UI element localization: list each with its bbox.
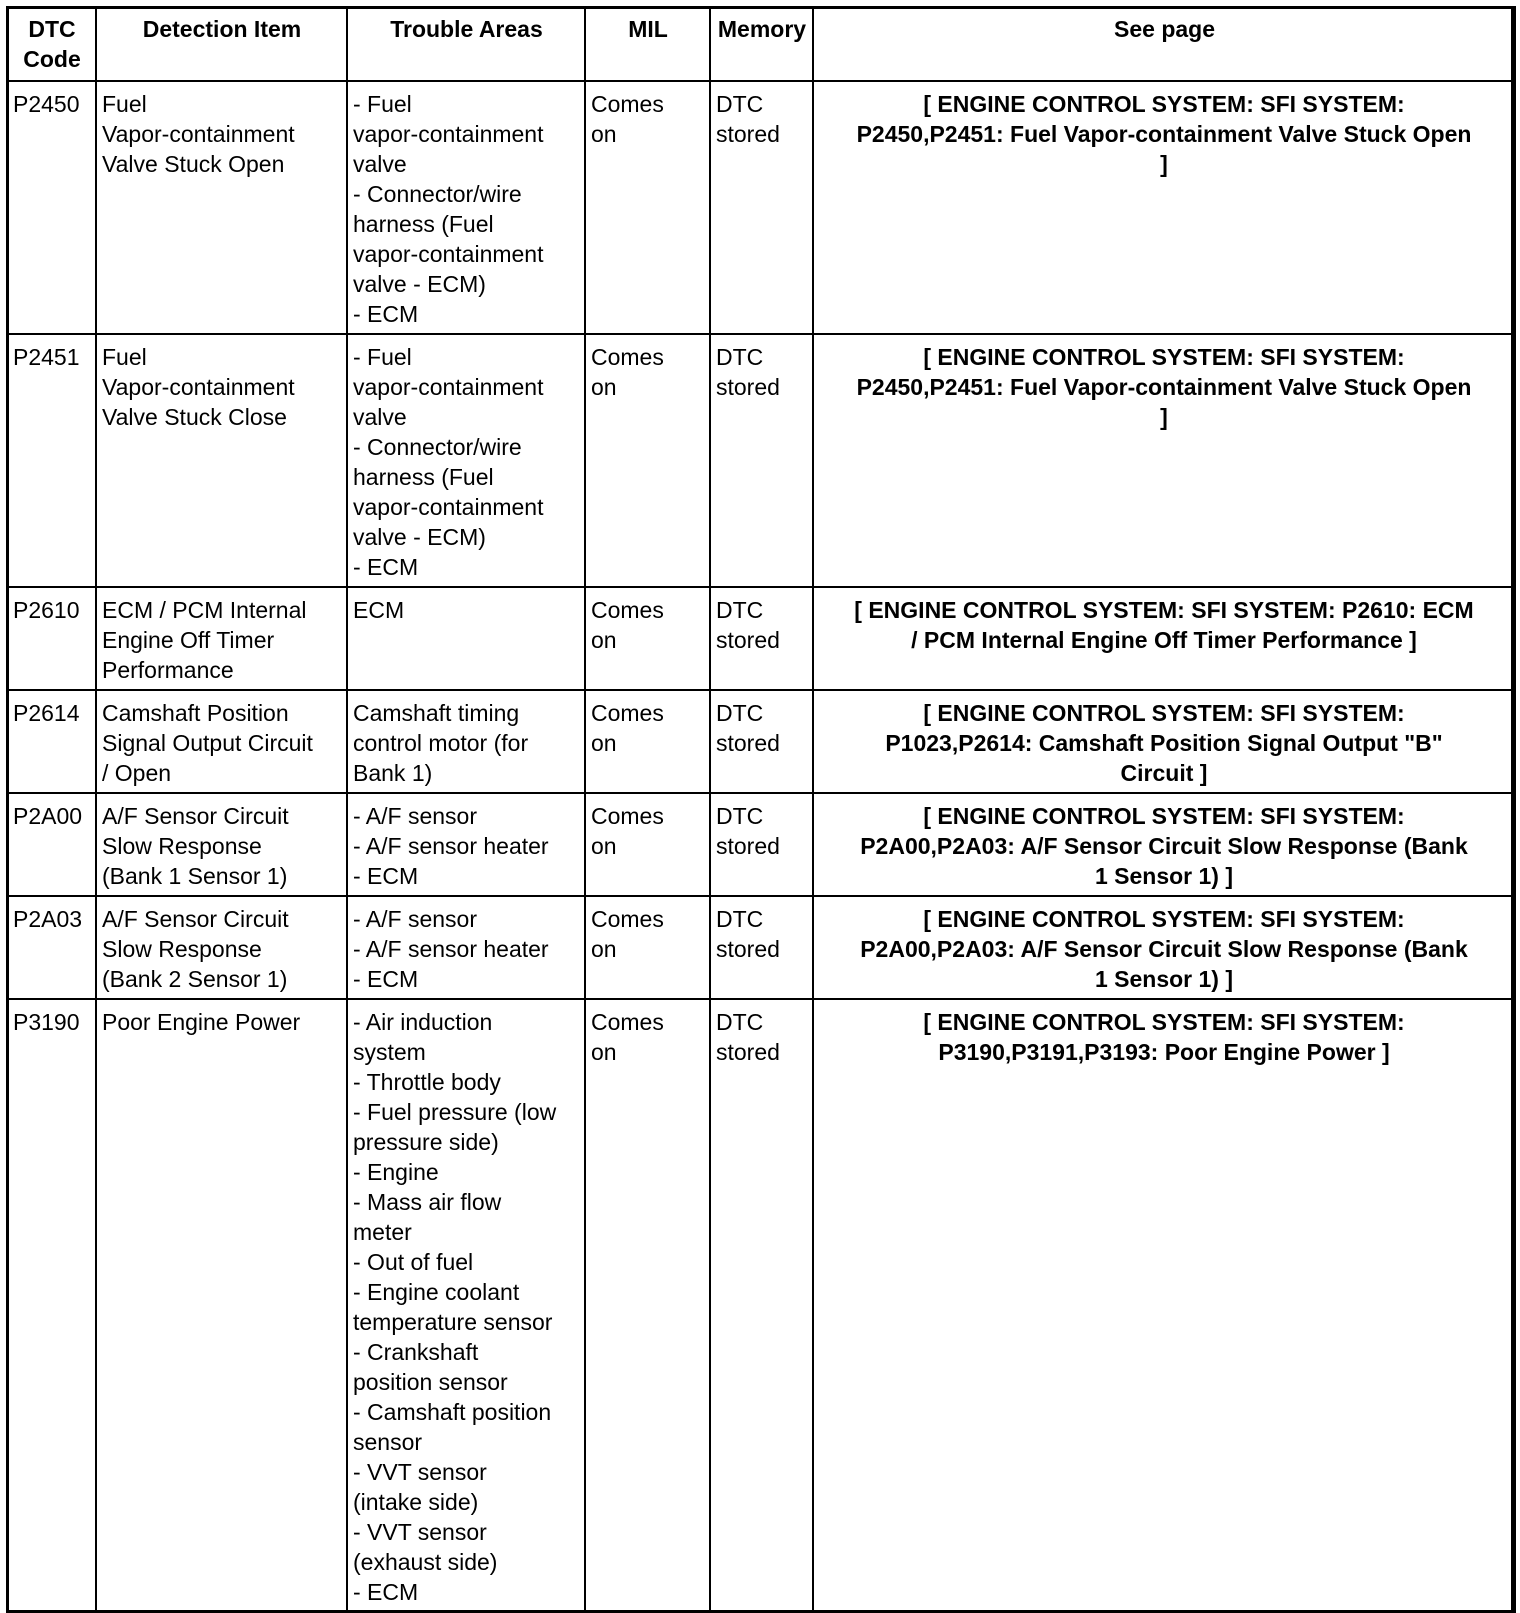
table-row (7, 81, 1515, 334)
cell-memory: DTC stored (710, 690, 813, 793)
cell-mil: Comes on (585, 587, 710, 690)
cell-mil: Comes on (585, 334, 710, 587)
cell-detection-item: Fuel Vapor-containment Valve Stuck Open (96, 81, 347, 334)
cell-see-page-link[interactable]: [ ENGINE CONTROL SYSTEM: SFI SYSTEM: P2450,P2451: Fuel Vapor-containment Valve Stuck Open ] (813, 81, 1515, 334)
header-mil: MIL (585, 7, 710, 81)
table-row (7, 999, 1515, 1612)
cell-mil: Comes on (585, 999, 710, 1612)
cell-trouble-areas: Camshaft timing control motor (for Bank 1) (347, 690, 585, 793)
cell-see-page-link[interactable]: [ ENGINE CONTROL SYSTEM: SFI SYSTEM: P2A00,P2A03: A/F Sensor Circuit Slow Response (Bank 1 Sensor 1) ] (813, 793, 1515, 896)
cell-memory: DTC stored (710, 587, 813, 690)
header-trouble-areas: Trouble Areas (347, 7, 585, 81)
cell-trouble-areas: - Air induction system - Throttle body - Fuel pressure (low pressure side) - Engine - Mass air flow meter - Out of fuel - Engine coolant temperature sensor - Crankshaft position sensor - Camshaft position sensor - VVT sensor (intake side) - VVT sensor (exhaust side) - ECM (347, 999, 585, 1612)
cell-dtc-code: P2450 (7, 81, 96, 334)
cell-memory: DTC stored (710, 334, 813, 587)
cell-dtc-code: P2451 (7, 334, 96, 587)
cell-memory: DTC stored (710, 999, 813, 1612)
cell-detection-item: Fuel Vapor-containment Valve Stuck Close (96, 334, 347, 587)
cell-mil: Comes on (585, 81, 710, 334)
cell-detection-item: Camshaft Position Signal Output Circuit / Open (96, 690, 347, 793)
cell-see-page-link[interactable]: [ ENGINE CONTROL SYSTEM: SFI SYSTEM: P2450,P2451: Fuel Vapor-containment Valve Stuck Open ] (813, 334, 1515, 587)
cell-dtc-code: P2614 (7, 690, 96, 793)
table-row (7, 793, 1515, 896)
cell-trouble-areas: - Fuel vapor-containment valve - Connector/wire harness (Fuel vapor-containment valve - ECM) - ECM (347, 81, 585, 334)
cell-memory: DTC stored (710, 81, 813, 334)
cell-detection-item: A/F Sensor Circuit Slow Response (Bank 1 Sensor 1) (96, 793, 347, 896)
cell-trouble-areas: - Fuel vapor-containment valve - Connector/wire harness (Fuel vapor-containment valve - ECM) - ECM (347, 334, 585, 587)
table-row (7, 334, 1515, 587)
table-row (7, 690, 1515, 793)
cell-trouble-areas: - A/F sensor - A/F sensor heater - ECM (347, 896, 585, 999)
dtc-table (6, 6, 1516, 1613)
header-dtc-code: DTC Code (7, 7, 96, 81)
header-see-page: See page (813, 7, 1515, 81)
cell-mil: Comes on (585, 690, 710, 793)
cell-detection-item: ECM / PCM Internal Engine Off Timer Performance (96, 587, 347, 690)
cell-memory: DTC stored (710, 896, 813, 999)
cell-dtc-code: P2610 (7, 587, 96, 690)
cell-see-page-link[interactable]: [ ENGINE CONTROL SYSTEM: SFI SYSTEM: P2A00,P2A03: A/F Sensor Circuit Slow Response (Bank 1 Sensor 1) ] (813, 896, 1515, 999)
cell-trouble-areas: ECM (347, 587, 585, 690)
dtc-table-container (6, 6, 1514, 1613)
cell-mil: Comes on (585, 896, 710, 999)
header-detection-item: Detection Item (96, 7, 347, 81)
cell-see-page-link[interactable]: [ ENGINE CONTROL SYSTEM: SFI SYSTEM: P3190,P3191,P3193: Poor Engine Power ] (813, 999, 1515, 1612)
cell-detection-item: Poor Engine Power (96, 999, 347, 1612)
header-memory: Memory (710, 7, 813, 81)
table-row (7, 587, 1515, 690)
table-header-row (7, 7, 1515, 81)
cell-memory: DTC stored (710, 793, 813, 896)
cell-detection-item: A/F Sensor Circuit Slow Response (Bank 2 Sensor 1) (96, 896, 347, 999)
cell-dtc-code: P2A00 (7, 793, 96, 896)
cell-mil: Comes on (585, 793, 710, 896)
cell-see-page-link[interactable]: [ ENGINE CONTROL SYSTEM: SFI SYSTEM: P2610: ECM / PCM Internal Engine Off Timer Performance ] (813, 587, 1515, 690)
cell-dtc-code: P2A03 (7, 896, 96, 999)
table-row (7, 896, 1515, 999)
cell-see-page-link[interactable]: [ ENGINE CONTROL SYSTEM: SFI SYSTEM: P1023,P2614: Camshaft Position Signal Output "B" Circuit ] (813, 690, 1515, 793)
cell-dtc-code: P3190 (7, 999, 96, 1612)
cell-trouble-areas: - A/F sensor - A/F sensor heater - ECM (347, 793, 585, 896)
